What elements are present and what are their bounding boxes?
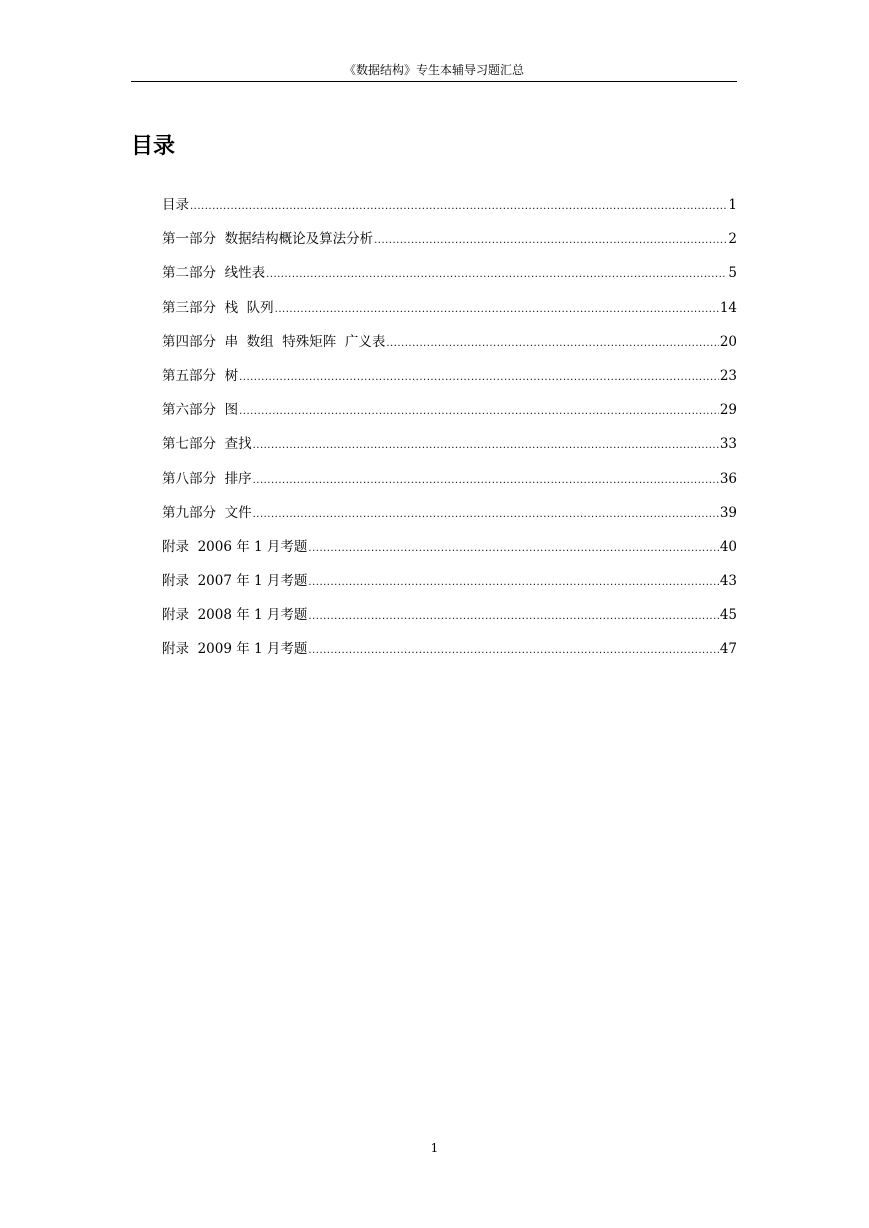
toc-entry-contents[interactable] xyxy=(162,194,737,228)
dot-leader xyxy=(190,196,727,218)
toc-entry-appendix-2009[interactable] xyxy=(162,638,737,672)
toc-list xyxy=(162,194,737,673)
toc-entry-label: 第三部分 栈 队列 xyxy=(162,299,274,316)
dot-leader xyxy=(308,538,718,560)
toc-entry-appendix-2007[interactable] xyxy=(162,570,737,604)
toc-entry-part-8[interactable] xyxy=(162,468,737,502)
toc-entry-page: 2 xyxy=(728,231,737,248)
dot-leader xyxy=(239,401,719,423)
toc-entry-label: 第四部分 串 数组 特殊矩阵 广义表 xyxy=(162,333,386,350)
running-header: 《数据结构》专生本辅导习题汇总 xyxy=(343,63,524,77)
header-rule xyxy=(131,81,737,82)
toc-entry-label: 第七部分 查找 xyxy=(162,436,252,453)
dot-leader xyxy=(253,435,719,457)
toc-entry-page: 40 xyxy=(719,538,737,555)
dot-leader xyxy=(386,333,718,355)
toc-entry-label: 第九部分 文件 xyxy=(162,504,252,521)
toc-entry-page: 20 xyxy=(719,333,737,350)
toc-heading: 目录 xyxy=(131,134,176,159)
toc-entry-part-4[interactable] xyxy=(162,331,737,365)
toc-entry-part-9[interactable] xyxy=(162,502,737,536)
dot-leader xyxy=(239,367,719,389)
toc-entry-page: 23 xyxy=(719,367,737,384)
toc-entry-part-2[interactable] xyxy=(162,262,737,296)
toc-entry-page: 36 xyxy=(719,470,737,487)
toc-entry-part-7[interactable] xyxy=(162,433,737,467)
dot-leader xyxy=(266,264,727,286)
toc-entry-appendix-2008[interactable] xyxy=(162,604,737,638)
toc-entry-page: 1 xyxy=(728,197,737,213)
toc-entry-label: 附录 2006 年 1 月考题 xyxy=(162,538,308,555)
dot-leader xyxy=(308,640,718,662)
toc-entry-label: 附录 2007 年 1 月考题 xyxy=(162,573,308,590)
dot-leader xyxy=(253,470,719,492)
toc-entry-part-3[interactable] xyxy=(162,297,737,331)
toc-entry-page: 43 xyxy=(719,573,737,590)
dot-leader xyxy=(275,299,719,321)
toc-entry-label: 附录 2008 年 1 月考题 xyxy=(162,607,308,624)
toc-entry-label: 第二部分 线性表 xyxy=(162,265,266,282)
toc-entry-label: 目录 xyxy=(162,197,189,213)
toc-entry-label: 第六部分 图 xyxy=(162,402,239,419)
dot-leader xyxy=(374,230,727,252)
toc-entry-label: 第一部分 数据结构概论及算法分析 xyxy=(162,231,374,248)
toc-entry-page: 33 xyxy=(719,436,737,453)
toc-entry-part-1[interactable] xyxy=(162,228,737,262)
dot-leader xyxy=(308,572,718,594)
toc-entry-label: 第八部分 排序 xyxy=(162,470,252,487)
toc-entry-appendix-2006[interactable] xyxy=(162,536,737,570)
toc-entry-page: 14 xyxy=(719,299,737,316)
toc-entry-page: 47 xyxy=(719,641,737,658)
toc-entry-label: 第五部分 树 xyxy=(162,367,239,384)
toc-entry-part-6[interactable] xyxy=(162,399,737,433)
dot-leader xyxy=(308,606,718,628)
toc-entry-page: 39 xyxy=(719,504,737,521)
toc-entry-page: 5 xyxy=(728,265,737,282)
toc-entry-label: 附录 2009 年 1 月考题 xyxy=(162,641,308,658)
toc-entry-part-5[interactable] xyxy=(162,365,737,399)
toc-entry-page: 29 xyxy=(719,402,737,419)
dot-leader xyxy=(253,504,719,526)
page-number: 1 xyxy=(430,1141,439,1155)
toc-entry-page: 45 xyxy=(719,607,737,624)
